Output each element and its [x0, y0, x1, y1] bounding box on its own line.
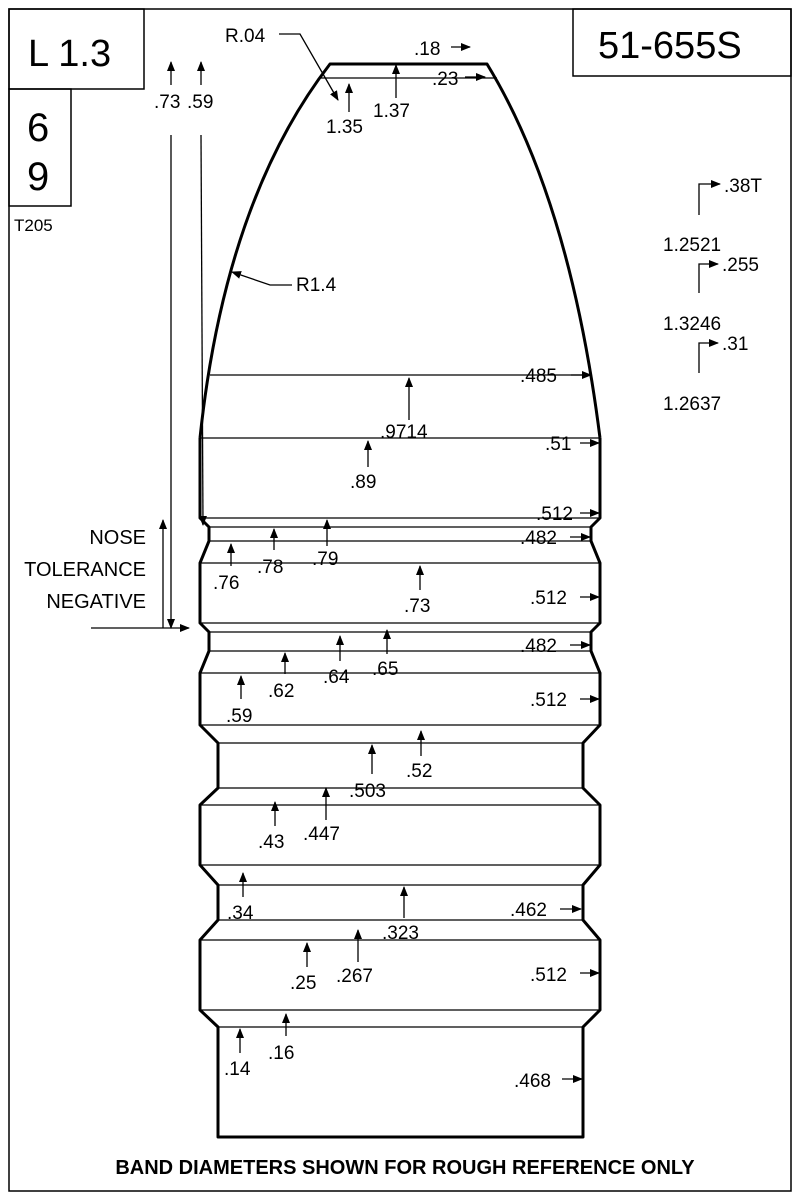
dim-79: .79	[312, 549, 339, 570]
dim-447: .447	[303, 824, 340, 845]
dim-512-a: .512	[536, 504, 573, 525]
dim-482-a: .482	[520, 528, 557, 549]
dim-62: .62	[268, 681, 295, 702]
stack-diameter-3: .31	[722, 334, 749, 355]
cavity-digit-bottom: 9	[27, 155, 50, 199]
dim-267: .267	[336, 966, 373, 987]
cavity-digit-top: 6	[27, 106, 50, 150]
tip-radius: R.04	[225, 26, 266, 47]
dim-503: .503	[349, 781, 386, 802]
dim-43: .43	[258, 832, 285, 853]
stack-length-1: 1.2521	[663, 235, 722, 256]
tip-length-b: 1.37	[373, 101, 410, 122]
dim-468: .468	[514, 1071, 551, 1092]
dim-76: .76	[213, 573, 240, 594]
dim-16: .16	[268, 1043, 295, 1064]
tolerance-line-1: NOSE	[89, 527, 146, 549]
nose-dimensions	[91, 34, 485, 628]
dim-78: .78	[257, 557, 284, 578]
stack-diameter-1: .38T	[724, 176, 763, 197]
tip-length-a: 1.35	[326, 117, 363, 138]
alloy-code: T205	[14, 216, 53, 235]
dim-51: .51	[545, 434, 572, 455]
footer-note: BAND DIAMETERS SHOWN FOR ROUGH REFERENCE ONLY	[115, 1157, 695, 1179]
tolerance-line-3: NEGATIVE	[46, 591, 146, 613]
part-number: 51-655S	[598, 25, 742, 67]
dim-462: .462	[510, 900, 547, 921]
dim-73: .73	[404, 596, 431, 617]
stack-diameter-2: .255	[722, 255, 759, 276]
dim-9714: .9714	[380, 422, 428, 443]
dim-512-c: .512	[530, 690, 567, 711]
dim-482-b: .482	[520, 636, 557, 657]
dim-64: .64	[323, 667, 350, 688]
dim-65: .65	[372, 659, 399, 680]
tip-step: .23	[432, 69, 459, 90]
stack-length-3: 1.2637	[663, 394, 722, 415]
right-stack-arrows	[699, 184, 720, 373]
meplat-width: .18	[414, 39, 441, 60]
dim-25: .25	[290, 973, 317, 994]
stack-length-2: 1.3246	[663, 314, 722, 335]
dim-59: .59	[226, 706, 253, 727]
dim-52: .52	[406, 761, 433, 782]
ogive-radius: R1.4	[296, 275, 337, 296]
dim-14: .14	[224, 1059, 251, 1080]
dim-89: .89	[350, 472, 377, 493]
dim-512-b: .512	[530, 588, 567, 609]
band-lines	[200, 78, 600, 1027]
dim-323: .323	[382, 923, 419, 944]
dim-34: .34	[227, 903, 254, 924]
dim-485: .485	[520, 366, 557, 387]
series-label: L 1.3	[28, 33, 112, 75]
tolerance-line-2: TOLERANCE	[24, 559, 146, 581]
nose-length-b: .59	[187, 92, 214, 113]
dim-512-d: .512	[530, 965, 567, 986]
nose-length-a: .73	[154, 92, 181, 113]
